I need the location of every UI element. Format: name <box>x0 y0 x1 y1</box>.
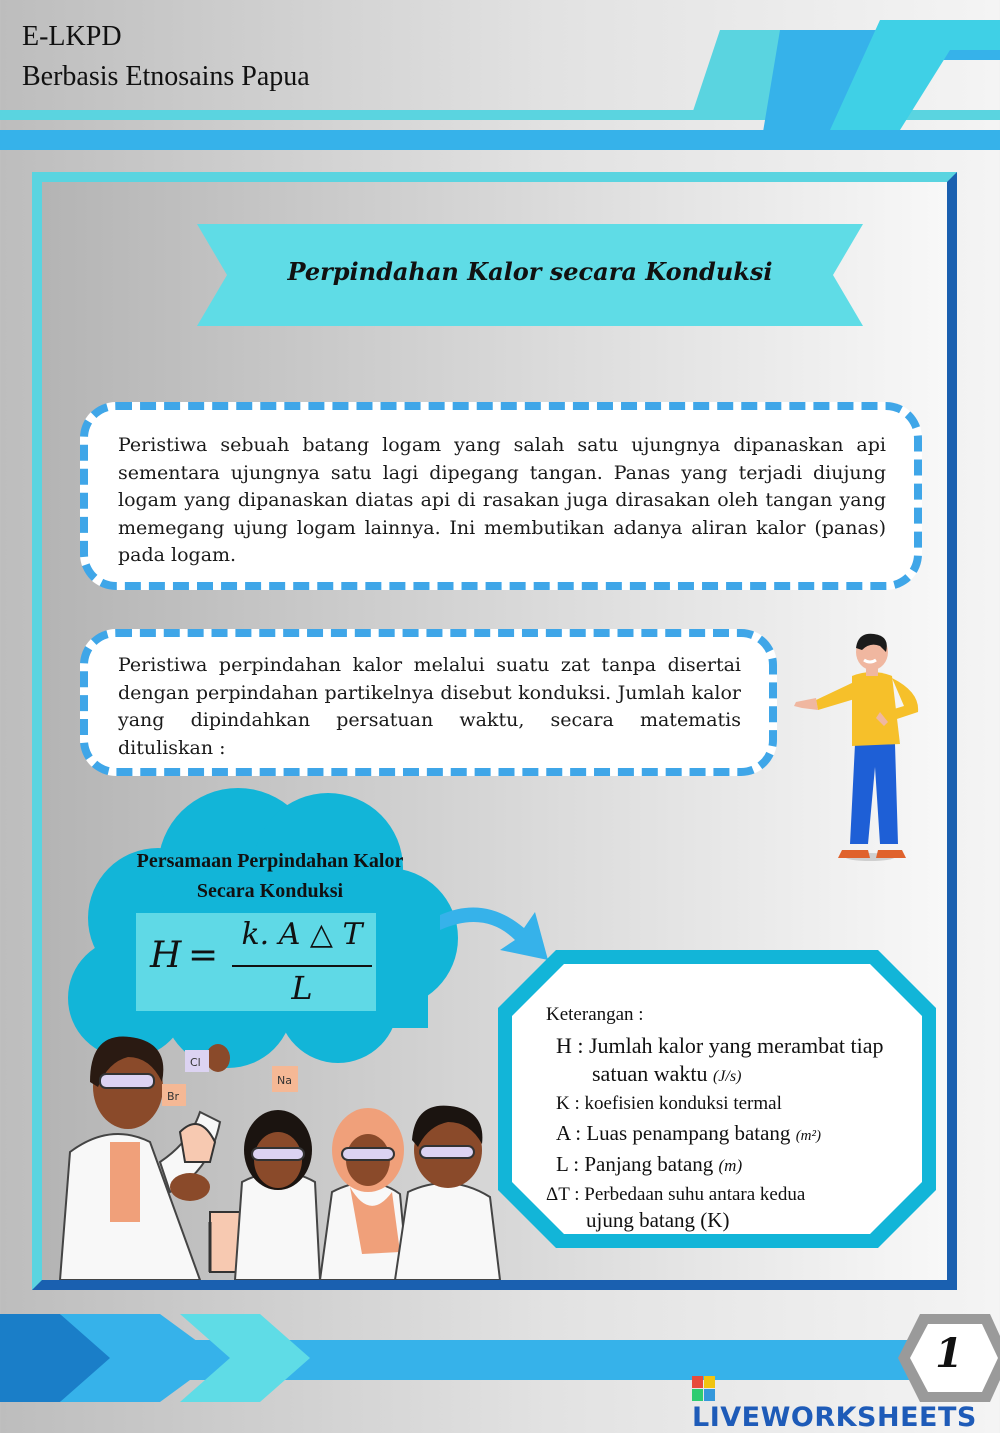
equation-title-line-2: Secara Konduksi <box>196 880 344 902</box>
legend-a-unit: (m²) <box>795 1128 822 1144</box>
chem-label-na: Na <box>277 1074 292 1087</box>
page-title: Perpindahan Kalor secara Konduksi <box>287 257 773 286</box>
chem-label-cl: Cl <box>190 1056 201 1069</box>
teacher-illustration <box>780 632 930 862</box>
intro-paragraph: Peristiwa sebuah batang logam yang salah satu ujungnya dipanaskan api sementara ujungnya satu lagi dipegang tangan. Panas yang terjadi diujung logam yang dipanaskan diatas api di rasakan juga dirasakan oleh tangan yang memegang ujung logam lainnya. Ini membutikan adanya aliran kalor (panas) pada logam. <box>118 434 886 566</box>
intro-paragraph-box <box>80 402 922 590</box>
legend-h: H : Jumlah kalor yang merambat tiap <box>556 1033 884 1058</box>
formula-denominator: L <box>291 969 313 1007</box>
header-line-1: E-LKPD <box>22 21 122 52</box>
page-number: 1 <box>935 1330 963 1377</box>
watermark-text: LIVEWORKSHEETS <box>692 1402 977 1433</box>
formula-numerator: k. A △ T <box>241 917 363 952</box>
formula-lhs: H <box>150 935 182 976</box>
legend-heading: Keterangan : <box>546 1004 644 1025</box>
legend-dt-line-2: ujung batang (K) <box>586 1208 730 1232</box>
legend-h-unit: (J/s) <box>712 1068 742 1085</box>
formula-equals: = <box>188 935 219 976</box>
chem-label-br: Br <box>167 1090 180 1103</box>
legend-l-unit: (m) <box>718 1156 743 1175</box>
liveworksheets-logo-icon <box>692 1376 716 1402</box>
legend-dt: ΔT : Perbedaan suhu antara kedua <box>546 1184 806 1205</box>
formula-box <box>136 913 376 1011</box>
legend-a: A : Luas penampang batang <box>556 1121 791 1145</box>
watermark <box>692 1376 1000 1433</box>
definition-paragraph: Peristiwa perpindahan kalor melalui suatu zat tanpa disertai dengan perpindahan partikelnya disebut konduksi. Jumlah kalor yang dipindahkan persatuan waktu, secara matematis dituliskan : <box>118 654 741 759</box>
header-line-2: Berbasis Etnosains Papua <box>22 61 310 92</box>
formula-fraction-bar <box>232 965 372 967</box>
equation-title-line-1: Persamaan Perpindahan Kalor <box>136 850 404 872</box>
definition-paragraph-box <box>80 629 777 776</box>
legend-h-line-2: satuan waktu <box>592 1061 708 1086</box>
scientists-illustration <box>50 1022 530 1280</box>
equation-title <box>110 846 430 906</box>
legend-l: L : Panjang batang <box>556 1152 714 1176</box>
legend-k: K : koefisien konduksi termal <box>556 1093 782 1114</box>
